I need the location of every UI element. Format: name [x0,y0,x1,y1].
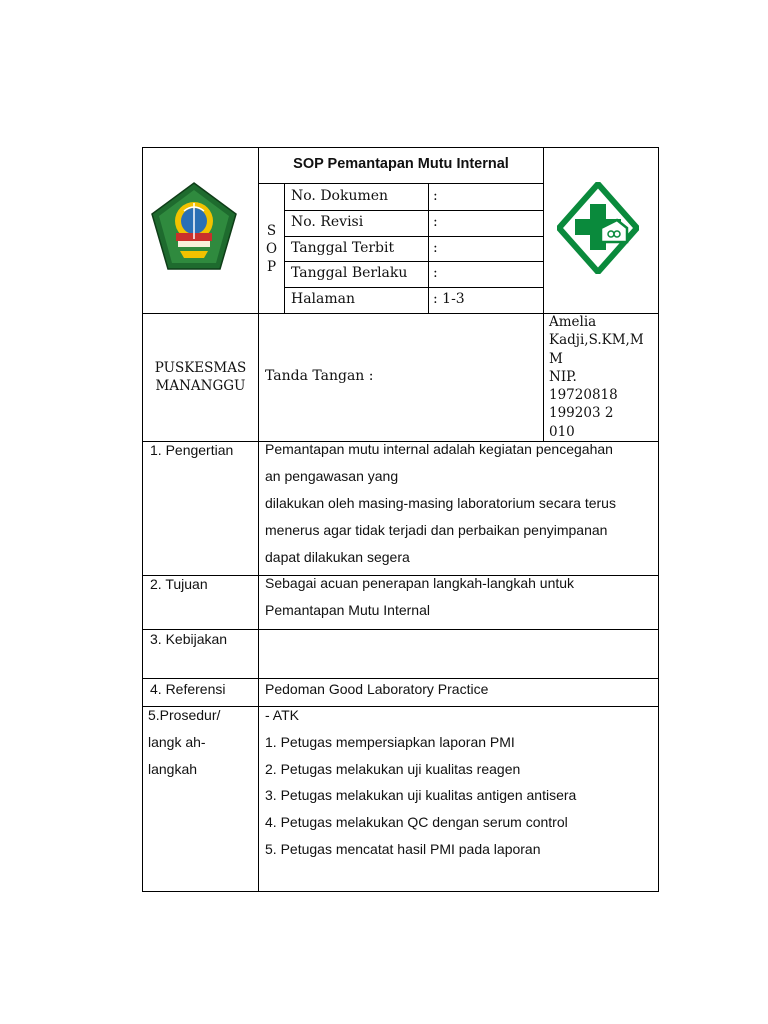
pengertian-label: 1. Pengertian [150,442,234,458]
pengertian-line: dilakukan oleh masing-masing laboratorium secara terus [265,495,616,511]
tujuan-text [265,570,574,624]
signer-line: NIP. [549,368,577,385]
meta-label-halaman: Halaman [291,291,356,307]
prosedur-step: 1. Petugas mempersiapkan laporan PMI [265,733,515,750]
meta-value-halaman: : 1-3 [433,291,465,307]
prosedur-step: 5. Petugas mencatat hasil PMI pada laporan [265,840,541,857]
sop-letter: P [266,259,277,275]
pengertian-line: dapat dilakukan segera [265,549,410,565]
sop-letter: O [265,241,278,257]
institution-line: PUSKESMAS [154,360,247,376]
meta-value-no-revisi: : [433,214,438,230]
signer-line: 199203 2 [549,405,614,422]
prosedur-label-line: langk ah- [148,734,206,750]
prosedur-step: 2. Petugas melakukan uji kualitas reagen [265,760,521,777]
signer-line: M [549,350,563,367]
signer-line: Amelia [549,314,597,330]
signer-block [549,313,657,441]
referensi-text: Pedoman Good Laboratory Practice [265,681,489,697]
meta-label-no-revisi: No. Revisi [291,214,364,230]
prosedur-step: 3. Petugas melakukan uji kualitas antigen antisera [265,787,577,804]
meta-label-tanggal-terbit: Tanggal Terbit [291,240,395,256]
signer-line: 010 [549,423,575,440]
prosedur-label-line: 5.Prosedur/ [148,707,221,723]
prosedur-step: 4. Petugas melakukan QC dengan serum control [265,814,568,831]
document-title: SOP Pemantapan Mutu Internal [293,156,509,172]
prosedur-steps [265,702,576,863]
regional-emblem-logo [150,181,238,271]
kebijakan-label: 3. Kebijakan [150,631,228,647]
meta-label-no-dokumen: No. Dokumen [291,188,389,204]
referensi-label: 4. Referensi [150,681,226,697]
tujuan-line: Pemantapan Mutu Internal [265,602,430,618]
signer-line: 19720818 [549,387,618,404]
health-cross-logo [557,182,639,274]
pengertian-line: an pengawasan yang [265,468,399,484]
pengertian-line: Pemantapan mutu internal adalah kegiatan pencegahan [265,441,613,457]
prosedur-label [148,702,220,783]
meta-label-tanggal-berlaku: Tanggal Berlaku [291,265,408,281]
pengertian-text [265,436,616,571]
tujuan-label: 2. Tujuan [150,576,208,592]
institution-line: MANANGGU [155,378,246,394]
tujuan-line: Sebagai acuan penerapan langkah-langkah untuk [265,575,575,591]
pengertian-line: menerus agar tidak terjadi dan perbaikan penyimpanan [265,522,608,538]
prosedur-step: - ATK [265,707,299,723]
sop-vertical-label [259,222,284,276]
meta-value-tanggal-terbit: : [433,240,438,256]
meta-value-no-dokumen: : [433,188,438,204]
meta-value-tanggal-berlaku: : [433,265,438,281]
institution-name [143,359,258,395]
sop-letter: S [266,223,277,239]
signer-line: Kadji,S.KM,M [549,332,644,349]
prosedur-label-line: langkah [148,761,198,777]
signature-label: Tanda Tangan : [265,368,374,384]
